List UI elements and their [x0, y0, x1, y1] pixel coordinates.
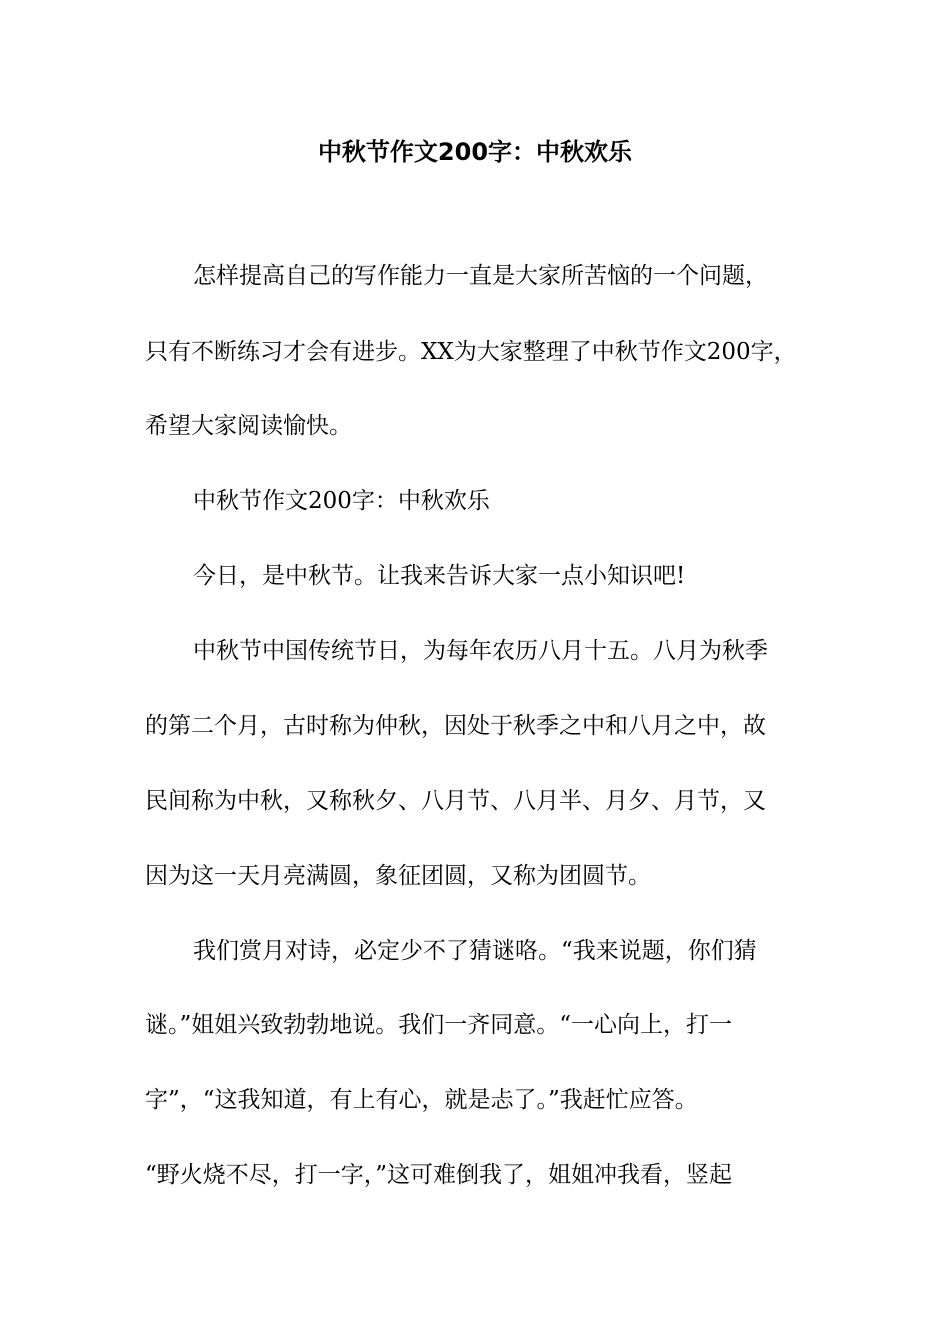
paragraph-line: 今日，是中秋节。让我来告诉大家一点小知识吧! — [193, 563, 686, 589]
paragraph-line: 希望大家阅读愉快。 — [145, 413, 352, 439]
paragraph-line: 字”，“这我知道，有上有心，就是忐了。”我赶忙应答。 — [145, 1087, 698, 1113]
paragraph-line: 谜。”姐姐兴致勃勃地说。我们一齐同意。“一心向上，打一 — [145, 1012, 733, 1038]
paragraph-line: 的第二个月，古时称为仲秋，因处于秋季之中和八月之中，故 — [145, 713, 766, 739]
paragraph-line: 中秋节作文200字：中秋欢乐 — [193, 488, 490, 514]
paragraph-line: 怎样提高自己的写作能力一直是大家所苦恼的一个问题， — [193, 263, 768, 289]
document-title: 中秋节作文200字：中秋欢乐 — [317, 138, 633, 166]
paragraph-line: 只有不断练习才会有进步。XX为大家整理了中秋节作文200字， — [145, 339, 797, 365]
paragraph-line: “野火烧不尽，打一字，”这可难倒我了，姐姐冲我看，竖起 — [145, 1162, 733, 1188]
paragraph-line: 因为这一天月亮满圆，象征团圆，又称为团圆节。 — [145, 863, 651, 889]
paragraph-line: 我们赏月对诗，必定少不了猜谜咯。“我来说题，你们猜 — [193, 938, 757, 964]
paragraph-line: 民间称为中秋，又称秋夕、八月节、八月半、月夕、月节，又 — [145, 788, 766, 814]
paragraph-line: 中秋节中国传统节日，为每年农历八月十五。八月为秋季 — [193, 638, 768, 664]
